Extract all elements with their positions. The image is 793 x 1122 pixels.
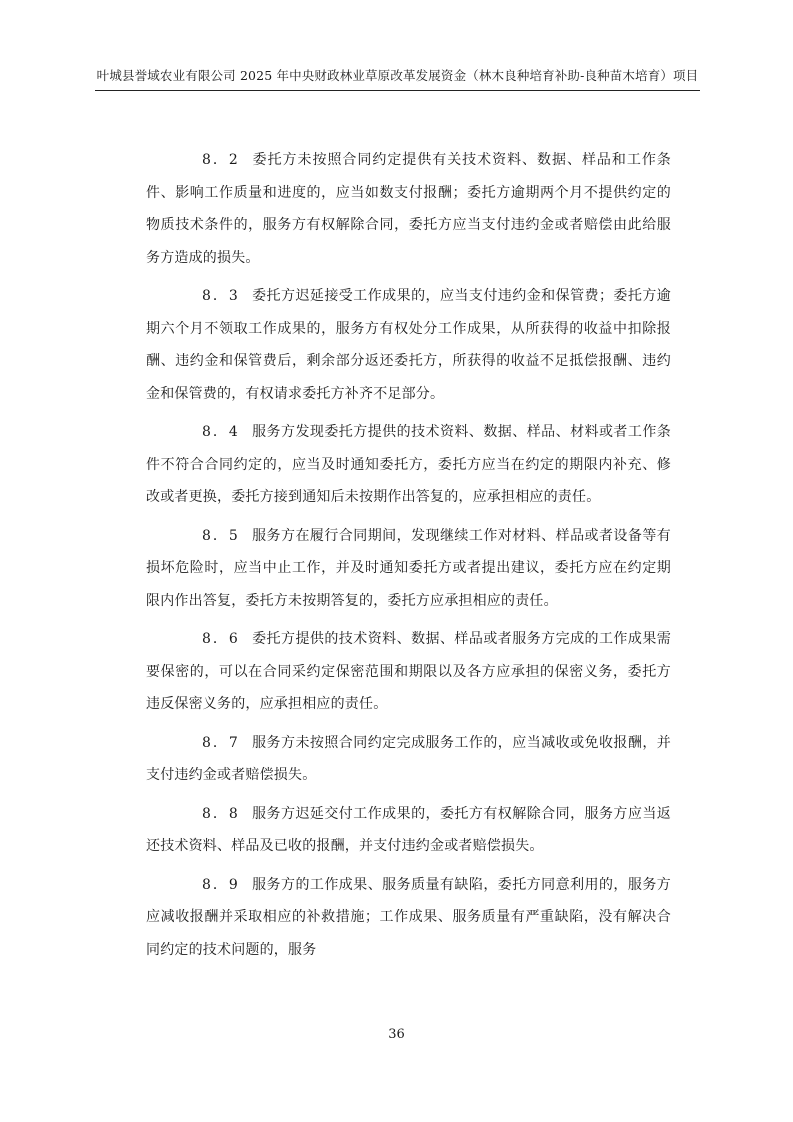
clause-8-9 bbox=[146, 869, 671, 967]
page-number: 36 bbox=[388, 1027, 405, 1042]
clause-8-3 bbox=[146, 280, 671, 410]
clause-text: 委托方迟延接受工作成果的，应当支付违约金和保管费；委托方逾期六个月不领取工作成果的，服务方有权处分工作成果，从所获得的收益中扣除报酬、违约金和保管费后，剩余部分返还委托方，所获得的收益不足抵偿报酬、违约金和保管费的，有权请求委托方补齐不足部分。 bbox=[146, 288, 671, 402]
clause-number: 8．3 bbox=[202, 288, 240, 304]
contract-body bbox=[146, 144, 671, 972]
clause-number: 8．8 bbox=[202, 805, 240, 822]
clause-text: 服务方发现委托方提供的技术资料、数据、样品、材料或者工作条件不符合合同约定的，应当及时通知委托方，委托方应当在约定的期限内补充、修改或者更换，委托方接到通知后未按期作出答复的，应承担相应的责任。 bbox=[146, 424, 671, 505]
clause-text: 服务方迟延交付工作成果的，委托方有权解除合同，服务方应当返还技术资料、样品及已收的报酬，并支付违约金或者赔偿损失。 bbox=[146, 805, 671, 854]
running-header: 叶城县誉域农业有限公司 2025 年中央财政林业草原改革发展资金（林木良种培育补助-良种苗木培育）项目 bbox=[96, 68, 699, 83]
clause-text: 服务方的工作成果、服务质量有缺陷，委托方同意利用的，服务方应减收报酬并采取相应的补救措施；工作成果、服务质量有严重缺陷，没有解决合同约定的技术问题的，服务 bbox=[146, 876, 671, 958]
clause-number: 8．7 bbox=[202, 734, 240, 751]
clause-8-7 bbox=[146, 727, 671, 792]
clause-8-2 bbox=[146, 144, 671, 274]
clause-8-4 bbox=[146, 416, 671, 514]
clause-number: 8．9 bbox=[202, 876, 240, 893]
clause-text: 委托方未按照合同约定提供有关技术资料、数据、样品和工作条件、影响工作质量和进度的，应当如数支付报酬；委托方逾期两个月不提供约定的物质技术条件的，服务方有权解除合同，委托方应当支付违约金或者赔偿由此给服务方造成的损失。 bbox=[146, 152, 671, 266]
clause-text: 服务方未按照合同约定完成服务工作的，应当减收或免收报酬，并支付违约金或者赔偿损失。 bbox=[146, 734, 671, 783]
clause-text: 服务方在履行合同期间，发现继续工作对材料、样品或者设备等有损坏危险时，应当中止工作，并及时通知委托方或者提出建议，委托方应在约定期限内作出答复，委托方未按期答复的，委托方应承担相应的责任。 bbox=[146, 527, 671, 609]
clause-number: 8．2 bbox=[202, 152, 240, 168]
clause-8-5 bbox=[146, 520, 671, 618]
header-divider bbox=[95, 90, 700, 91]
clause-8-6 bbox=[146, 623, 671, 721]
clause-number: 8．4 bbox=[202, 424, 240, 440]
clause-8-8 bbox=[146, 798, 671, 863]
clause-text: 委托方提供的技术资料、数据、样品或者服务方完成的工作成果需要保密的，可以在合同采约定保密范围和期限以及各方应承担的保密义务，委托方违反保密义务的，应承担相应的责任。 bbox=[146, 631, 671, 712]
clause-number: 8．5 bbox=[202, 527, 240, 544]
clause-number: 8．6 bbox=[202, 631, 240, 647]
